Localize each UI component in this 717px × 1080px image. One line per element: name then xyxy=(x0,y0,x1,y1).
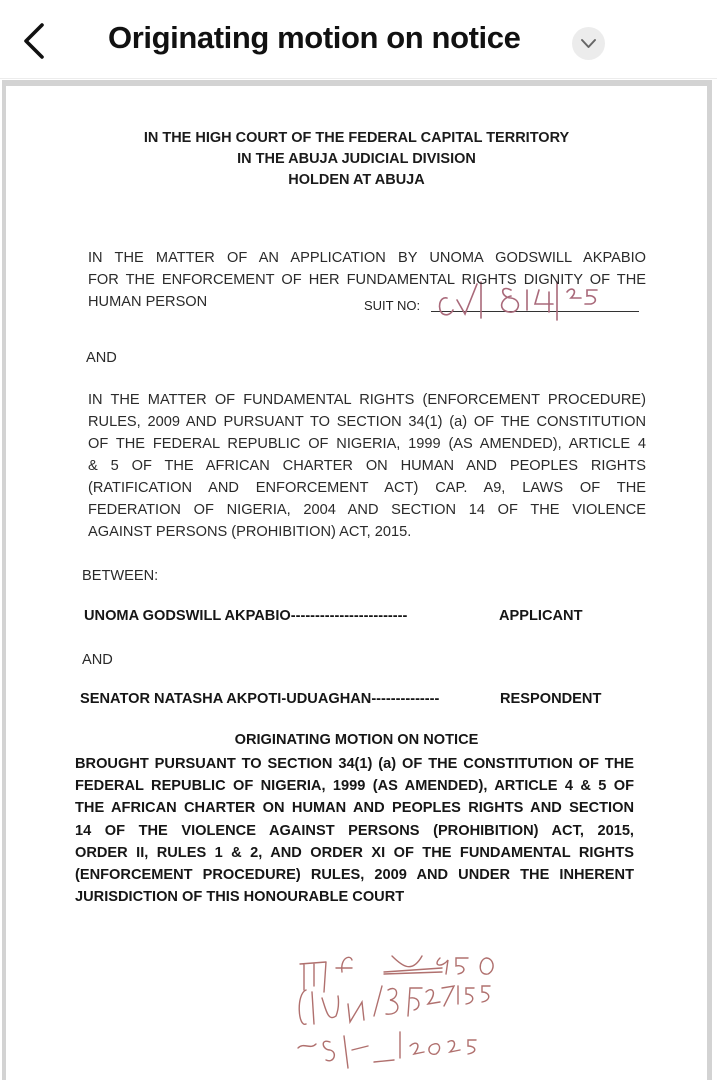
respondent-role: RESPONDENT xyxy=(500,691,602,707)
paragraph-line: (RATIFICATION AND ENFORCEMENT ACT) CAP. A9, LAWS OF THE xyxy=(88,480,646,496)
suit-number-label: SUIT NO: xyxy=(364,298,421,313)
paragraph-line: (ENFORCEMENT PROCEDURE) RULES, 2009 AND UNDER THE INHERENT xyxy=(75,867,634,884)
paragraph-line: OF THE FEDERAL REPUBLIC OF NIGERIA, 1999 (AS AMENDED), ARTICLE 4 xyxy=(88,436,646,452)
top-bar xyxy=(0,0,717,79)
and-separator: AND xyxy=(82,652,113,668)
motion-paragraph xyxy=(75,753,634,908)
chevron-down-icon xyxy=(572,27,605,60)
applicant-name: UNOMA GODSWILL AKPABIO------------------------ xyxy=(84,608,408,624)
back-button[interactable] xyxy=(18,22,52,60)
matter-paragraph-2 xyxy=(88,389,646,543)
document-viewer[interactable] xyxy=(2,80,712,1080)
paragraph-line: FEDERATION OF NIGERIA, 2004 AND SECTION 14 OF THE VIOLENCE xyxy=(88,502,646,518)
paragraph-line: IN THE MATTER OF FUNDAMENTAL RIGHTS (ENFORCEMENT PROCEDURE) xyxy=(88,392,646,408)
paragraph-line: & 5 OF THE AFRICAN CHARTER ON HUMAN AND PEOPLES RIGHTS xyxy=(88,458,646,474)
chevron-left-icon xyxy=(18,22,52,60)
title-menu-button[interactable] xyxy=(572,27,605,60)
paragraph-line: FOR THE ENFORCEMENT OF HER FUNDAMENTAL RIGHTS DIGNITY OF THE xyxy=(88,272,646,288)
page-title: Originating motion on notice xyxy=(108,20,521,55)
motion-title: ORIGINATING MOTION ON NOTICE xyxy=(234,732,479,748)
document-page xyxy=(6,86,707,1080)
applicant-role: APPLICANT xyxy=(499,608,583,624)
paragraph-line: THE AFRICAN CHARTER ON HUMAN AND PEOPLES RIGHTS AND SECTION xyxy=(75,800,634,817)
respondent-name: SENATOR NATASHA AKPOTI-UDUAGHAN-------------- xyxy=(80,691,440,707)
paragraph-line: JURISDICTION OF THIS HONOURABLE COURT xyxy=(75,889,405,906)
matter-paragraph-1 xyxy=(88,247,646,313)
paragraph-line: AGAINST PERSONS (PROHIBITION) ACT, 2015. xyxy=(88,524,412,540)
between-label: BETWEEN: xyxy=(82,568,159,584)
court-heading-line: IN THE ABUJA JUDICIAL DIVISION xyxy=(237,151,476,167)
handwritten-filing-note xyxy=(292,946,572,1076)
paragraph-line: BROUGHT PURSUANT TO SECTION 34(1) (a) OF THE CONSTITUTION OF THE xyxy=(75,756,634,772)
paragraph-line: HUMAN PERSON xyxy=(88,294,208,310)
paragraph-line: RULES, 2009 AND PURSUANT TO SECTION 34(1) (a) OF THE CONSTITUTION xyxy=(88,414,646,430)
paragraph-line: IN THE MATTER OF AN APPLICATION BY UNOMA GODSWILL AKPABIO xyxy=(88,250,646,266)
court-heading-line: IN THE HIGH COURT OF THE FEDERAL CAPITAL TERRITORY xyxy=(143,130,570,146)
paragraph-line: FEDERAL REPUBLIC OF NIGERIA, 1999 (AS AMENDED), ARTICLE 4 & 5 OF xyxy=(75,778,634,795)
paragraph-line: ORDER II, RULES 1 & 2, AND ORDER XI OF THE FUNDAMENTAL RIGHTS xyxy=(75,844,634,861)
court-heading-line: HOLDEN AT ABUJA xyxy=(288,172,425,188)
and-separator: AND xyxy=(86,350,117,366)
paragraph-line: 14 OF THE VIOLENCE AGAINST PERSONS (PROHIBITION) ACT, 2015, xyxy=(75,822,634,839)
